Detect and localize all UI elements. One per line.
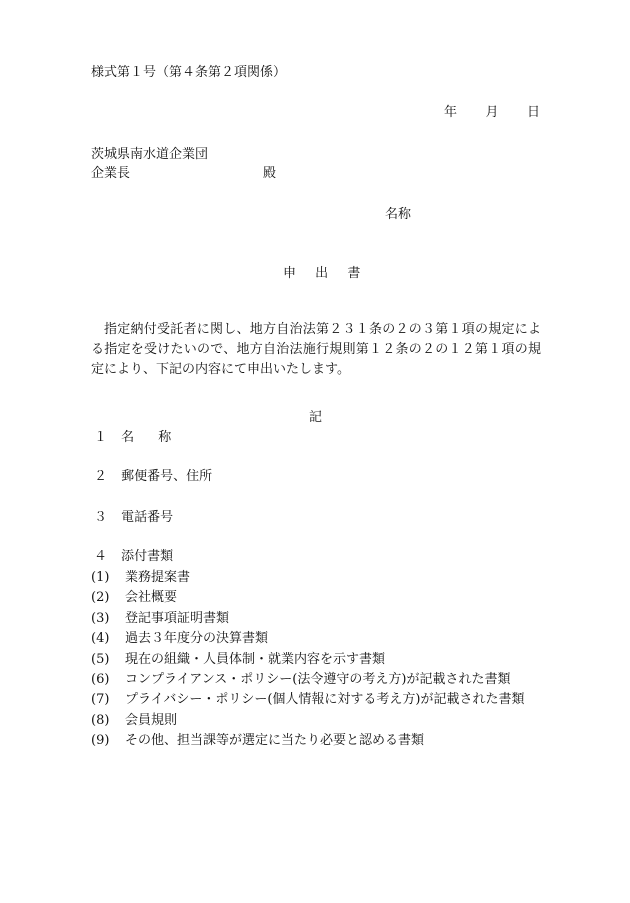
- list-item: [91, 670, 525, 690]
- list-item-number: (6): [91, 671, 110, 687]
- list-item-label: プライバシー・ポリシー(個人情報に対する考え方)が記載された書類: [125, 692, 525, 708]
- list-item-number: (9): [91, 733, 110, 749]
- addressee-organization: 茨城県南水道企業団: [91, 147, 209, 162]
- attachment-list: [91, 568, 525, 752]
- list-item-label: コンプライアンス・ポリシー(法令遵守の考え方)が記載された書類: [125, 671, 511, 687]
- title-char-2: 出: [315, 266, 329, 281]
- list-item-label: その他、担当課等が選定に当たり必要と認める書類: [125, 733, 425, 749]
- section-label: [121, 430, 171, 445]
- section-attachments: [94, 548, 173, 566]
- date-month: 月: [485, 105, 499, 120]
- list-item: [91, 588, 525, 608]
- form-number: 様式第１号（第４条第２項関係）: [91, 65, 287, 80]
- section-name: [94, 429, 171, 447]
- ki-heading: 記: [309, 410, 323, 425]
- list-item-number: (8): [91, 712, 110, 728]
- list-item-number: (4): [91, 631, 110, 647]
- list-item-number: (1): [91, 570, 110, 585]
- date-line: [444, 104, 540, 122]
- title-char-3: 書: [347, 266, 361, 281]
- list-item: [91, 650, 525, 670]
- list-item: [91, 711, 525, 731]
- section-number: １: [94, 430, 108, 445]
- section-label-part-2: 称: [158, 430, 172, 445]
- list-item-number: (7): [91, 692, 110, 708]
- section-label: 郵便番号、住所: [121, 469, 213, 484]
- applicant-name-label: 名称: [385, 207, 412, 222]
- list-item: [91, 629, 525, 649]
- list-item-label: 会員規則: [125, 712, 178, 728]
- list-item-number: (3): [91, 610, 110, 626]
- section-number: ３: [94, 510, 108, 525]
- section-address: [94, 468, 212, 486]
- section-label-part-1: 名: [121, 430, 135, 445]
- list-item-label: 会社概要: [125, 590, 178, 606]
- list-item-number: (5): [91, 651, 110, 667]
- list-item: [91, 690, 525, 710]
- addressee-honorific: 殿: [263, 166, 277, 181]
- body-paragraph: 指定納付受託者に関し、地方自治法第２３１条の２の３第１項の規定による指定を受けたいので、地方自治法施行規則第１２条の２の１２第１項の規定により、下記の内容にて申出いたします。: [91, 322, 541, 377]
- date-year: 年: [444, 105, 458, 120]
- section-number: ４: [94, 549, 108, 564]
- section-phone: [94, 509, 173, 527]
- list-item-label: 登記事項証明書類: [125, 610, 230, 626]
- list-item: [91, 609, 525, 629]
- document-title: [283, 265, 360, 283]
- date-day: 日: [526, 105, 540, 120]
- title-char-1: 申: [283, 266, 297, 281]
- list-item-label: 現在の組織・人員体制・就業内容を示す書類: [125, 651, 386, 667]
- section-label: 添付書類: [121, 549, 174, 564]
- list-item-label: 過去３年度分の決算書類: [125, 631, 269, 647]
- addressee-title: 企業長: [91, 166, 131, 181]
- list-item-label: 業務提案書: [125, 570, 191, 585]
- list-item: [91, 568, 525, 588]
- section-label: 電話番号: [121, 510, 174, 525]
- list-item-number: (2): [91, 590, 110, 606]
- section-number: ２: [94, 469, 108, 484]
- list-item: [91, 731, 525, 751]
